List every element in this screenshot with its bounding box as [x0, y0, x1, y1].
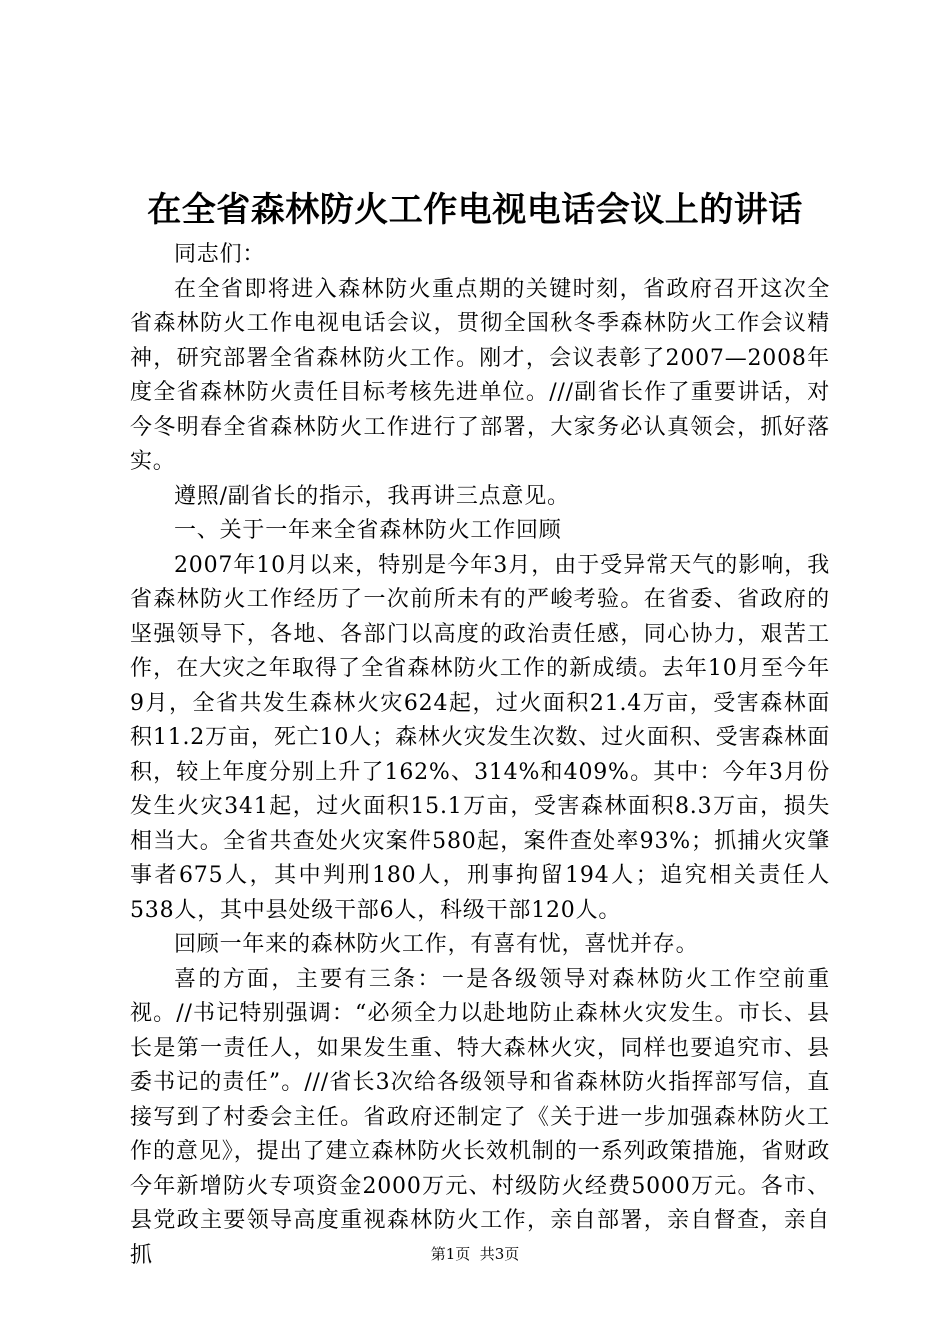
- body-paragraph: 2007年10月以来，特别是今年3月，由于受异常天气的影响，我省森林防火工作经历了一次前所未有的严峻考验。在省委、省政府的坚强领导下，各地、各部门以高度的政治责任感，同心协力，艰苦工作，在大灾之年取得了全省森林防火工作的新成绩。去年10月至今年9月，全省共发生森林火灾624起，过火面积21.4万亩，受害森林面积11.2万亩，死亡10人；森林火灾发生次数、过火面积、受害森林面积，较上年度分别上升了162%、314%和409%。其中：今年3月份发生火灾341起，过火面积15.1万亩，受害森林面积8.3万亩，损失相当大。全省共查处火灾案件580起，案件查处率93%；抓捕火灾肇事者675人，其中判刑180人，刑事拘留194人；追究相关责任人538人，其中县处级干部6人，科级干部120人。: [130, 552, 830, 923]
- salutation-paragraph: 同志们：: [174, 242, 266, 267]
- page-number-footer: 第1页 共3页: [430, 1245, 520, 1263]
- document-body: [130, 238, 830, 1273]
- section-heading: 一、关于一年来全省森林防火工作回顾: [174, 518, 562, 543]
- body-paragraph: 回顾一年来的森林防火工作，有喜有忧，喜忧并存。: [174, 932, 699, 957]
- body-paragraph: 在全省即将进入森林防火重点期的关键时刻，省政府召开这次全省森林防火工作电视电话会议，贯彻全国秋冬季森林防火工作会议精神，研究部署全省森林防火工作。刚才，会议表彰了2007—2008年度全省森林防火责任目标考核先进单位。///副省长作了重要讲话，对今冬明春全省森林防火工作进行了部署，大家务必认真领会，抓好落实。: [130, 276, 830, 474]
- document-title: 在全省森林防火工作电视电话会议上的讲话: [147, 190, 803, 230]
- body-paragraph: 遵照/副省长的指示，我再讲三点意见。: [174, 483, 570, 509]
- body-paragraph: 喜的方面，主要有三条：一是各级领导对森林防火工作空前重视。//书记特别强调：“必须全力以赴地防止森林火灾发生。市长、县长是第一责任人，如果发生重、特大森林火灾，同样也要追究市、县委书记的责任”。///省长3次给各级领导和省森林防火指挥部写信，直接写到了村委会主任。省政府还制定了《关于进一步加强森林防火工作的意见》，提出了建立森林防火长效机制的一系列政策措施，省财政今年新增防火专项资金2000万元、村级防火经费5000万元。各市、县党政主要领导高度重视森林防火工作，亲自部署，亲自督查，亲自抓: [130, 966, 830, 1268]
